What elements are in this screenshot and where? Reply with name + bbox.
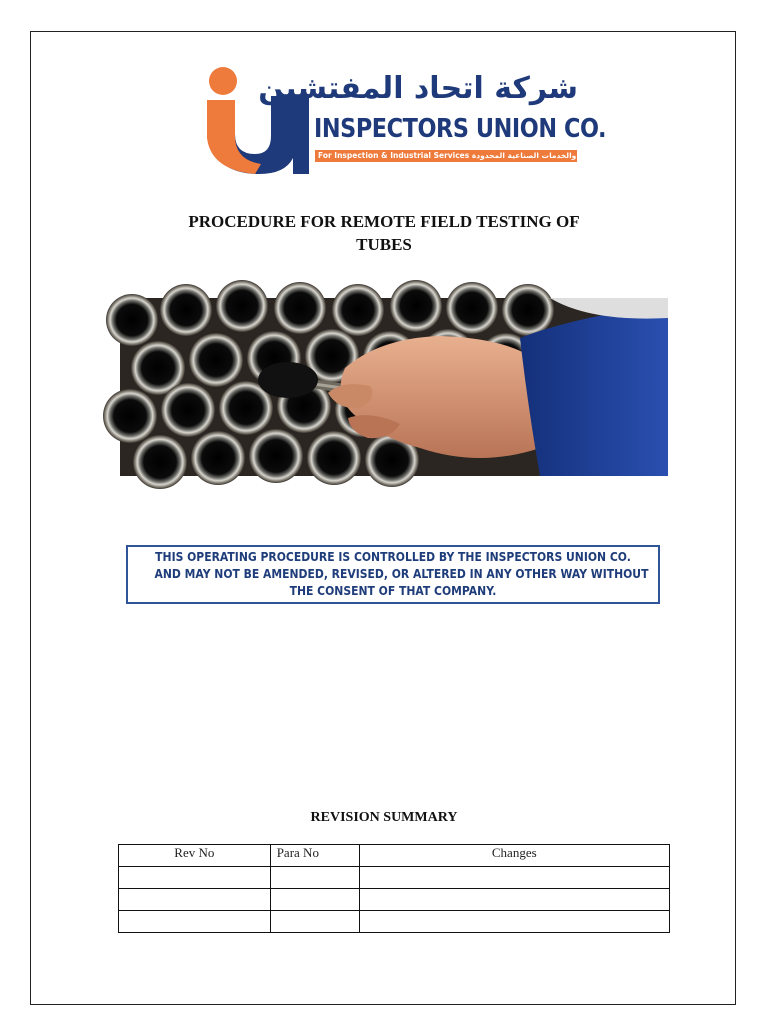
table-row xyxy=(119,889,670,911)
table-cell xyxy=(270,911,359,933)
revision-summary-table xyxy=(118,844,670,933)
title-line-1: PROCEDURE FOR REMOTE FIELD TESTING OF xyxy=(188,212,580,231)
cover-photo xyxy=(120,298,668,476)
notice-line-2: AND MAY NOT BE AMENDED, REVISED, OR ALTERED IN ANY OTHER WAY WITHOUT xyxy=(154,567,649,581)
notice-line-3: THE CONSENT OF THAT COMPANY. xyxy=(289,584,497,598)
table-row xyxy=(119,867,670,889)
table-cell xyxy=(359,867,669,889)
control-notice xyxy=(126,545,660,604)
document-title xyxy=(150,210,618,256)
table-cell xyxy=(359,911,669,933)
company-tagline: For Inspection & Industrial Services للفحص والخدمات الصناعية المحدودة xyxy=(315,150,577,162)
company-name-english: INSPECTORS UNION CO. xyxy=(314,114,607,144)
table-cell xyxy=(270,889,359,911)
table-cell xyxy=(270,867,359,889)
company-name-arabic: شركة اتحاد المفتشين xyxy=(258,71,578,106)
title-line-2: TUBES xyxy=(356,235,412,254)
revision-summary-heading: REVISION SUMMARY xyxy=(310,810,458,825)
table-cell xyxy=(119,867,271,889)
table-row xyxy=(119,911,670,933)
col-rev-no: Rev No xyxy=(119,845,271,867)
table-header-row xyxy=(119,845,670,867)
table-cell xyxy=(119,889,271,911)
col-changes: Changes xyxy=(359,845,669,867)
table-cell xyxy=(359,889,669,911)
tube-inspection-photo-icon xyxy=(120,298,668,476)
company-logo xyxy=(205,66,607,174)
notice-line-1: THIS OPERATING PROCEDURE IS CONTROLLED BY THE INSPECTORS UNION CO. xyxy=(155,550,631,564)
table-cell xyxy=(119,911,271,933)
col-para-no: Para No xyxy=(270,845,359,867)
